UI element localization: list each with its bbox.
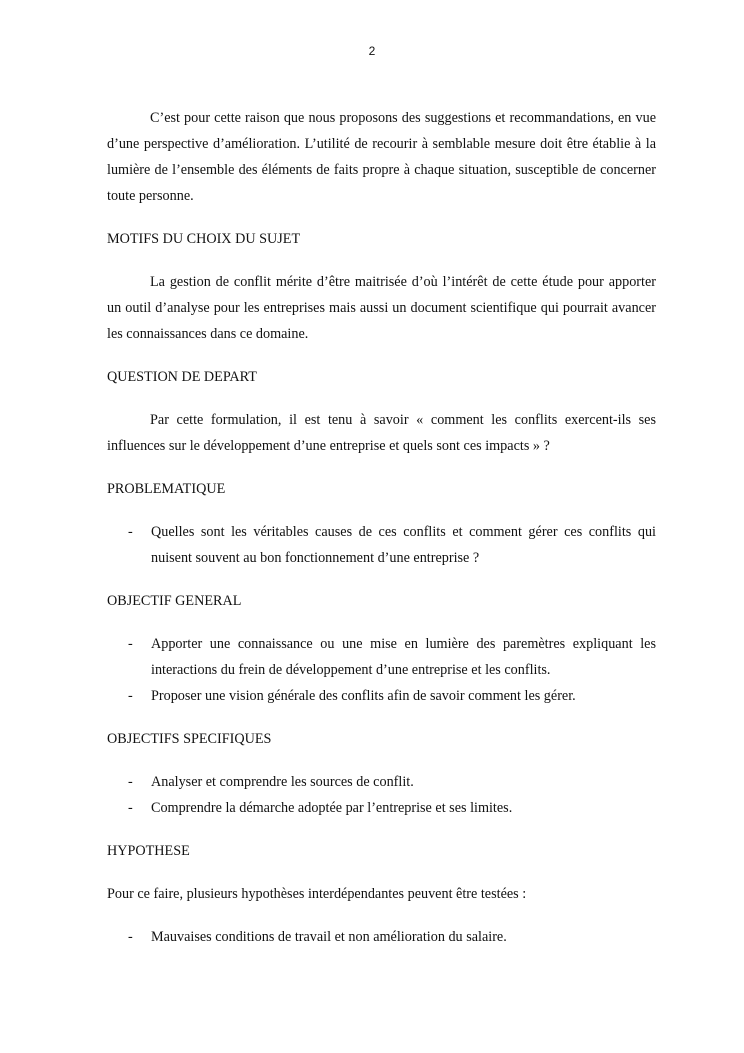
list-item-text: Mauvaises conditions de travail et non amélioration du salaire.: [151, 929, 507, 945]
hypothese-intro: Pour ce faire, plusieurs hypothèses interdépendantes peuvent être testées :: [107, 886, 527, 902]
objectifs-specifiques-heading: OBJECTIFS SPECIFIQUES: [107, 731, 272, 747]
list-item-text: Apporter une connaissance ou une mise en lumière des paremètres expliquant les interactions du frein de développement d’une entreprise et les conflits.: [151, 636, 656, 678]
objectif-general-heading: OBJECTIF GENERAL: [107, 593, 242, 609]
dash-bullet: -: [128, 800, 133, 816]
list-item-text: Analyser et comprendre les sources de conflit.: [151, 774, 414, 790]
intro-paragraph: C’est pour cette raison que nous proposons des suggestions et recommandations, en vue d’une perspective d’amélioration. L’utilité de recourir à semblable mesure doit être établie à la lumière de l’ensemble des éléments de faits propre à chaque situation, susceptible de concerner toute personne.: [107, 110, 656, 204]
objectif-general-list: [107, 631, 656, 709]
list-item: [107, 631, 656, 683]
page-number: 2: [368, 44, 376, 58]
list-item-text: Quelles sont les véritables causes de ces conflits et comment gérer ces conflits qui nuisent souvent au bon fonctionnement d’une entreprise ?: [151, 524, 656, 566]
list-item: [107, 795, 656, 821]
hypothese-list: [107, 924, 656, 950]
list-item: [107, 683, 656, 709]
motifs-paragraph: La gestion de conflit mérite d’être maitrisée d’où l’intérêt de cette étude pour apporter un outil d’analyse pour les entreprises mais aussi un document scientifique qui pourrait avancer les connaissances dans ce domaine.: [107, 274, 656, 342]
list-item: [107, 924, 656, 950]
dash-bullet: -: [128, 774, 133, 790]
problematique-heading: PROBLEMATIQUE: [107, 481, 226, 497]
question-heading: QUESTION DE DEPART: [107, 369, 257, 385]
motifs-heading: MOTIFS DU CHOIX DU SUJET: [107, 231, 301, 247]
list-item-text: Comprendre la démarche adoptée par l’entreprise et ses limites.: [151, 800, 513, 816]
question-paragraph: Par cette formulation, il est tenu à savoir « comment les conflits exercent-ils ses influences sur le développement d’une entreprise et quels sont ces impacts » ?: [107, 412, 656, 454]
hypothese-heading: HYPOTHESE: [107, 843, 190, 859]
list-item: [107, 519, 656, 571]
dash-bullet: -: [128, 688, 133, 704]
document-body: [107, 105, 656, 950]
problematique-list: [107, 519, 656, 571]
list-item-text: Proposer une vision générale des conflits afin de savoir comment les gérer.: [151, 688, 576, 704]
objectifs-specifiques-list: [107, 769, 656, 821]
dash-bullet: -: [128, 636, 133, 652]
list-item: [107, 769, 656, 795]
dash-bullet: -: [128, 524, 133, 540]
dash-bullet: -: [128, 929, 133, 945]
